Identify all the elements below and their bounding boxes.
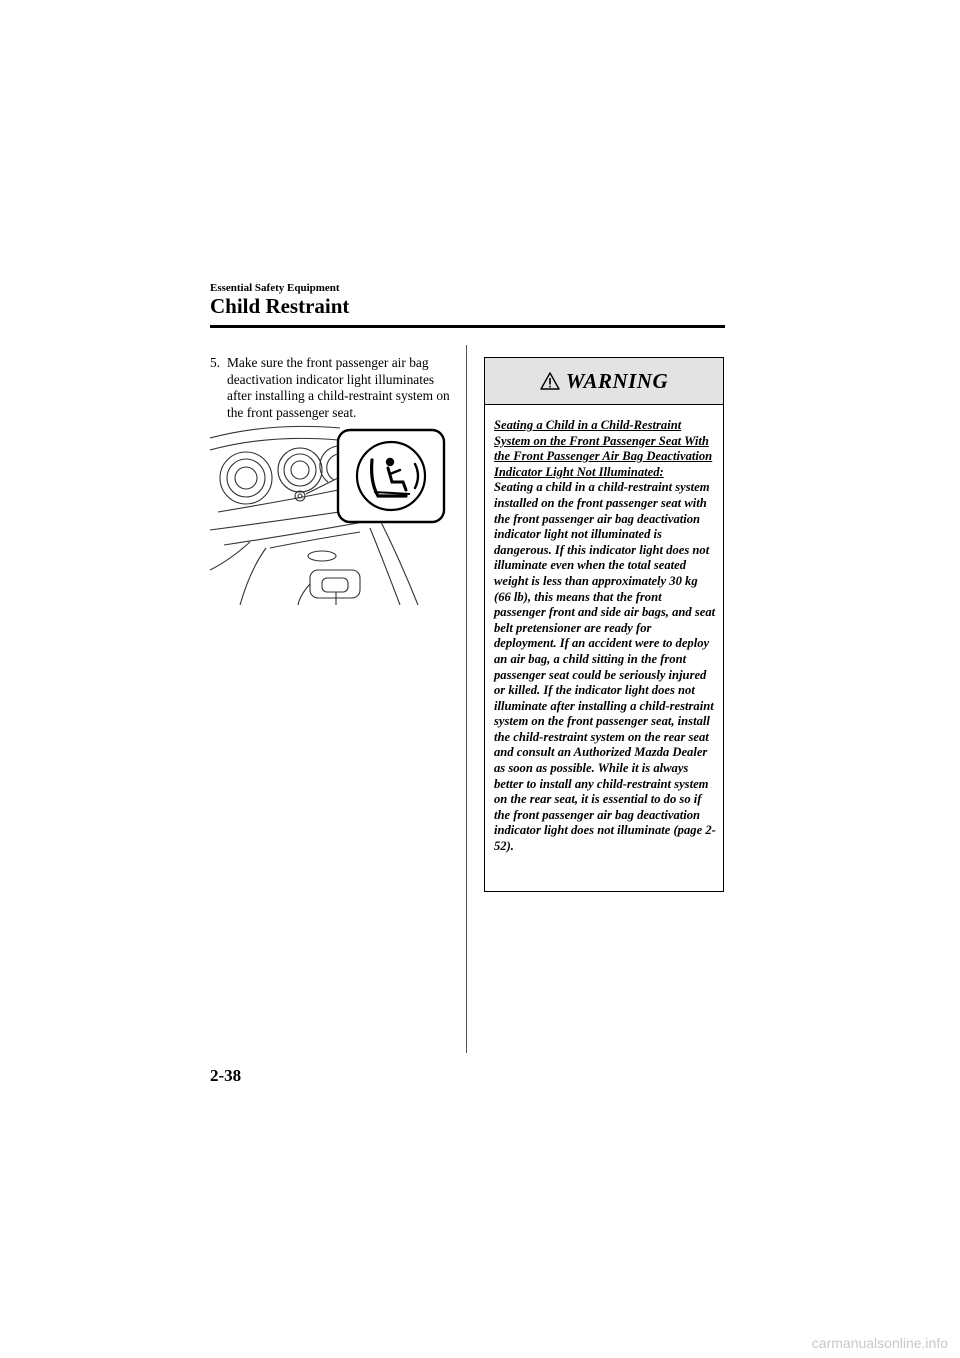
step-text: Make sure the front passenger air bag deactivation indicator light illuminates after installing a child-restraint system on the front passenger seat. [227,355,450,420]
warning-subheading: Seating a Child in a Child-Restraint System on the Front Passenger Seat With the Front Passenger Air Bag Deactivation Indicator Light Not Illuminated: [494,418,713,479]
warning-body [485,405,723,855]
warning-triangle-icon [540,372,560,390]
section-label: Essential Safety Equipment [210,282,340,294]
page-number: 2-38 [210,1066,242,1085]
warning-box [484,357,724,892]
watermark: carmanualsonline.info [811,1335,948,1351]
warning-text: Seating a child in a child-restraint system installed on the front passenger seat with the front passenger air bag deactivation indicator light not illuminated is dangerous. If this indicator light does not illuminate even when the total seated weight is less than approximately 30 kg (66 lb), this means that the front passenger front and side air bags, and seat belt pretensioner are ready for deployment. If an accident were to deploy an air bag, a child sitting in the front passenger seat could be seriously injured or killed. If the indicator light does not illuminate after installing a child-restraint system on the front passenger seat, install the child-restraint system on the rear seat and consult an Authorized Mazda Dealer as soon as possible. While it is always better to install any child-restraint system on the rear seat, it is essential to do so if the front passenger air bag deactivation indicator light does not illuminate (page 2-52). [494,480,716,854]
child-seat-indicator-icon [357,442,425,510]
title-rule [210,325,725,328]
warning-header [485,358,723,405]
column-divider [466,345,467,1053]
step-5 [210,355,455,421]
step-number: 5. [210,355,221,370]
dashboard-illustration [210,420,450,605]
warning-title: WARNING [565,368,669,393]
page-title: Child Restraint [210,294,350,318]
